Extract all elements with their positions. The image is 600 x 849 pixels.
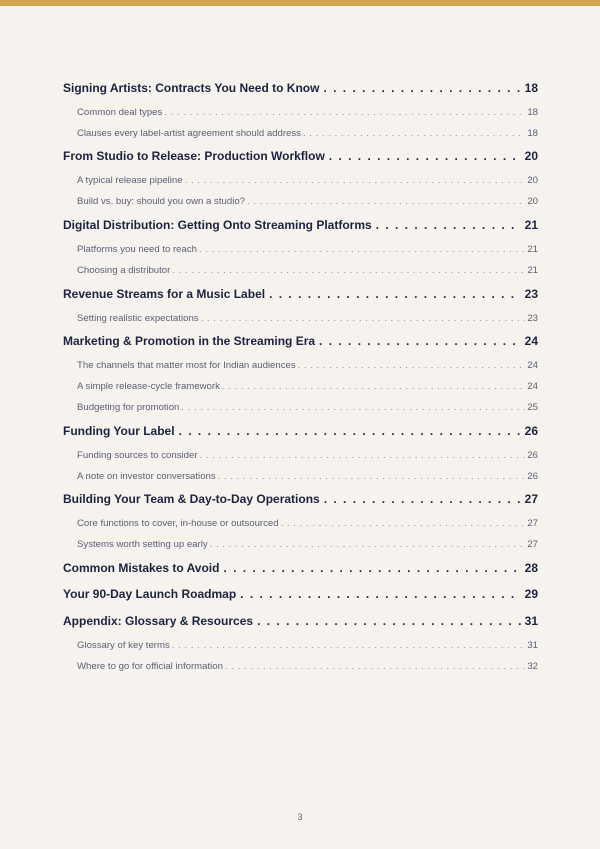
toc-entry-page: 21	[524, 218, 538, 232]
toc-entry-title: Systems worth setting up early	[77, 539, 208, 550]
toc-entry-title: Build vs. buy: should you own a studio?	[77, 196, 245, 207]
toc-entry-title: Core functions to cover, in-house or outsourced	[77, 518, 279, 529]
dot-leader	[303, 127, 525, 141]
toc-section-entry[interactable]	[63, 359, 538, 373]
toc-entry-title: Building Your Team & Day-to-Day Operations	[63, 492, 320, 506]
toc-entry-title: The channels that matter most for Indian audiences	[77, 360, 296, 371]
toc-section-entry[interactable]	[63, 660, 538, 674]
toc-entry-title: Platforms you need to reach	[77, 244, 197, 255]
toc-entry-title: A simple release-cycle framework	[77, 381, 220, 392]
dot-leader	[210, 538, 526, 552]
dot-leader	[240, 585, 520, 603]
toc-section-entry[interactable]	[63, 243, 538, 257]
toc-entry-page: 18	[524, 81, 538, 95]
toc-section-entry[interactable]	[63, 401, 538, 415]
page-number: 3	[297, 812, 303, 822]
dot-leader	[199, 243, 525, 257]
toc-entry-page: 21	[527, 265, 538, 276]
toc-entry-title: Digital Distribution: Getting Onto Streaming Platforms	[63, 218, 372, 232]
toc-entry-page: 24	[527, 360, 538, 371]
toc-entry-title: Your 90-Day Launch Roadmap	[63, 587, 237, 601]
toc-entry-title: From Studio to Release: Production Workflow	[63, 149, 325, 163]
toc-entry-title: Appendix: Glossary & Resources	[63, 614, 254, 628]
dot-leader	[323, 79, 520, 97]
dot-leader	[185, 174, 526, 188]
toc-section-entry[interactable]	[63, 380, 538, 394]
dot-leader	[164, 106, 525, 120]
toc-chapter-entry[interactable]	[63, 332, 538, 350]
toc-entry-page: 21	[527, 244, 538, 255]
toc-entry-title: Clauses every label-artist agreement should address	[77, 128, 301, 139]
dot-leader	[257, 612, 521, 630]
toc-chapter-entry[interactable]	[63, 147, 538, 165]
toc-entry-title: Marketing & Promotion in the Streaming Era	[63, 334, 316, 348]
dot-leader	[376, 216, 521, 234]
toc-entry-page: 18	[527, 107, 538, 118]
top-accent-bar	[0, 0, 600, 6]
toc-entry-title: Revenue Streams for a Music Label	[63, 287, 266, 301]
toc-chapter-entry[interactable]	[63, 79, 538, 97]
toc-entry-title: Where to go for official information	[77, 661, 223, 672]
toc-chapter-entry[interactable]	[63, 422, 538, 440]
toc-entry-page: 32	[527, 661, 538, 672]
toc-entry-page: 25	[527, 402, 538, 413]
toc-entry-page: 24	[527, 381, 538, 392]
toc-entry-page: 23	[524, 287, 538, 301]
toc-section-entry[interactable]	[63, 538, 538, 552]
toc-entry-title: Setting realistic expectations	[77, 313, 199, 324]
dot-leader	[281, 517, 526, 531]
dot-leader	[179, 422, 521, 440]
toc-entry-page: 27	[527, 539, 538, 550]
toc-chapter-entry[interactable]	[63, 490, 538, 508]
toc-entry-page: 20	[527, 175, 538, 186]
toc-chapter-entry[interactable]	[63, 216, 538, 234]
toc-section-entry[interactable]	[63, 449, 538, 463]
toc-entry-title: A typical release pipeline	[77, 175, 183, 186]
toc-section-entry[interactable]	[63, 195, 538, 209]
toc-section-entry[interactable]	[63, 174, 538, 188]
toc-chapter-entry[interactable]	[63, 612, 538, 630]
toc-entry-title: A note on investor conversations	[77, 471, 216, 482]
dot-leader	[324, 490, 521, 508]
dot-leader	[329, 147, 521, 165]
dot-leader	[172, 639, 526, 653]
dot-leader	[201, 312, 526, 326]
toc-section-entry[interactable]	[63, 470, 538, 484]
dot-leader	[269, 285, 521, 303]
toc-section-entry[interactable]	[63, 312, 538, 326]
toc-entry-title: Budgeting for promotion	[77, 402, 180, 413]
toc-entry-page: 26	[527, 450, 538, 461]
dot-leader	[298, 359, 526, 373]
toc-entry-page: 26	[524, 424, 538, 438]
toc-section-entry[interactable]	[63, 127, 538, 141]
toc-entry-title: Common Mistakes to Avoid	[63, 561, 220, 575]
toc-entry-title: Funding sources to consider	[77, 450, 198, 461]
toc-entry-page: 18	[527, 128, 538, 139]
toc-section-entry[interactable]	[63, 517, 538, 531]
toc-chapter-entry[interactable]	[63, 559, 538, 577]
dot-leader	[225, 660, 525, 674]
dot-leader	[218, 470, 526, 484]
toc-entry-page: 27	[527, 518, 538, 529]
toc-entry-title: Funding Your Label	[63, 424, 175, 438]
toc-entry-page: 28	[524, 561, 538, 575]
toc-entry-title: Common deal types	[77, 107, 163, 118]
toc-entry-page: 20	[527, 196, 538, 207]
toc-section-entry[interactable]	[63, 639, 538, 653]
dot-leader	[247, 195, 525, 209]
dot-leader	[319, 332, 521, 350]
toc-entry-page: 31	[524, 614, 538, 628]
toc-section-entry[interactable]	[63, 264, 538, 278]
toc-entry-page: 24	[524, 334, 538, 348]
toc-entry-page: 26	[527, 471, 538, 482]
toc-chapter-entry[interactable]	[63, 285, 538, 303]
dot-leader	[181, 401, 525, 415]
toc-section-entry[interactable]	[63, 106, 538, 120]
toc-entry-page: 31	[527, 640, 538, 651]
toc-entry-page: 29	[524, 587, 538, 601]
toc-entry-title: Glossary of key terms	[77, 640, 170, 651]
toc-entry-page: 23	[527, 313, 538, 324]
dot-leader	[223, 559, 520, 577]
toc-entry-title: Choosing a distributor	[77, 265, 171, 276]
toc-entry-title: Signing Artists: Contracts You Need to Know	[63, 81, 320, 95]
toc-entry-page: 27	[524, 492, 538, 506]
dot-leader	[172, 264, 525, 278]
toc-chapter-entry[interactable]	[63, 585, 538, 603]
dot-leader	[200, 449, 526, 463]
toc-entry-page: 20	[524, 149, 538, 163]
dot-leader	[222, 380, 525, 394]
